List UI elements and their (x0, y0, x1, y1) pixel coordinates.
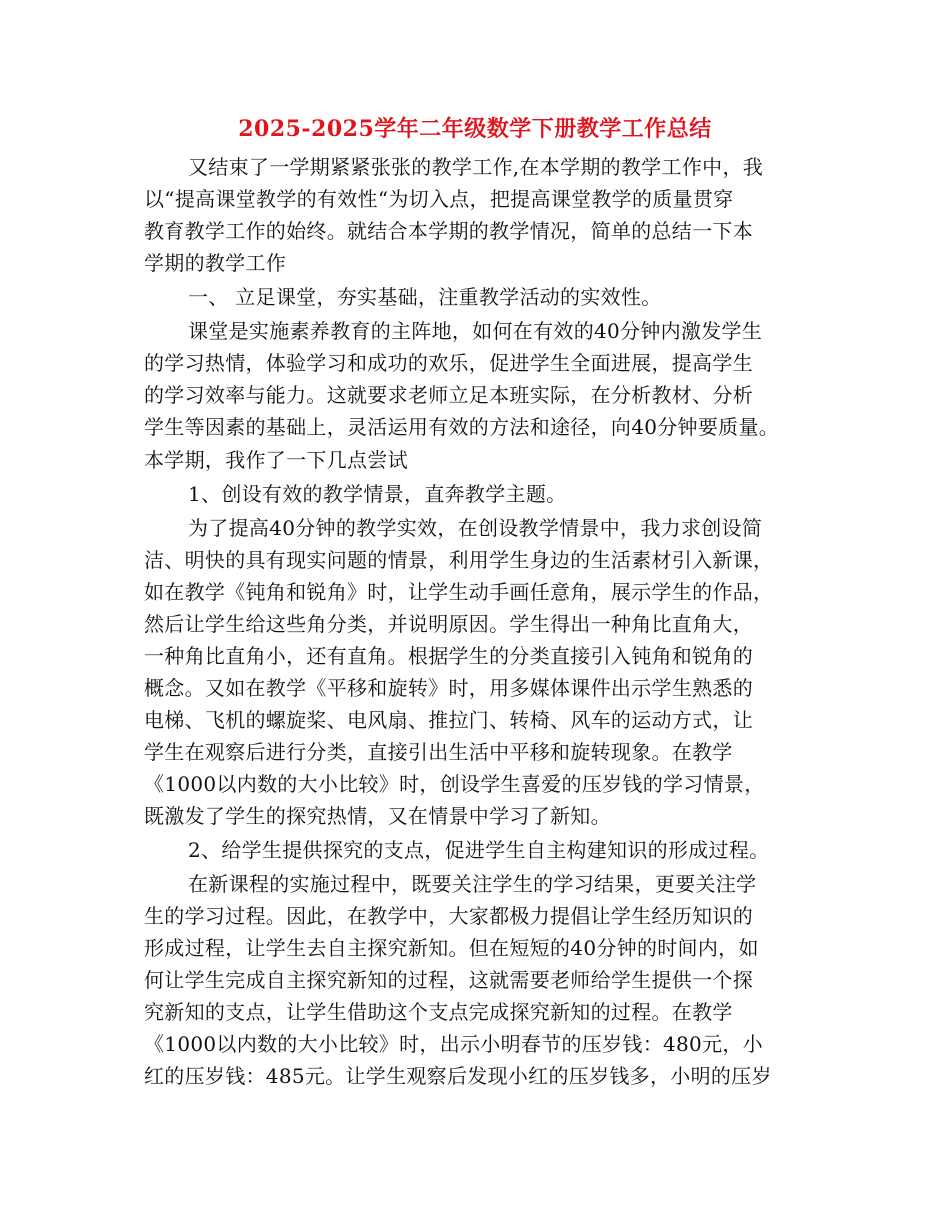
paragraph-line: 教育教学工作的始终。就结合本学期的教学情况，简单的总结一下本 (144, 219, 753, 243)
paragraph-line: 红的压岁钱：485元。让学生观察后发现小红的压岁钱多，小明的压岁 (144, 1064, 772, 1088)
paragraph-line: 课堂是实施素养教育的主阵地，如何在有效的40分钟内激发学生 (188, 319, 763, 343)
paragraph-line: 形成过程，让学生去自主探究新知。但在短短的40分钟的时间内，如 (144, 936, 759, 960)
document-title: 2025-2025学年二年级数学下册教学工作总结 (238, 116, 712, 142)
subsection-heading: 1、创设有效的教学情景，直奔教学主题。 (188, 482, 567, 506)
paragraph-line: 的学习效率与能力。这就要求老师立足本班实际，在分析教材、分析 (144, 383, 753, 407)
paragraph-line: 既激发了学生的探究热情，又在情景中学习了新知。 (144, 804, 611, 828)
paragraph-line: 又结束了一学期紧紧张张的教学工作,在本学期的教学工作中，我 (188, 155, 764, 179)
paragraph-line: 一种角比直角小，还有直角。根据学生的分类直接引入钝角和锐角的 (144, 644, 753, 668)
paragraph-line: 究新知的支点，让学生借助这个支点完成探究新知的过程。在教学 (144, 1000, 733, 1024)
paragraph-line: 为了提高40分钟的教学实效，在创设教学情景中，我力求创设简 (188, 516, 763, 540)
subsection-heading: 2、给学生提供探究的支点，促进学生自主构建知识的形成过程。 (188, 838, 770, 862)
paragraph-line: 洁、明快的具有现实问题的情景，利用学生身边的生活素材引入新课， (144, 548, 774, 572)
paragraph-line: 电梯、飞机的螺旋桨、电风扇、推拉门、转椅、风车的运动方式，让 (144, 708, 753, 732)
paragraph-line: 《1000以内数的大小比较》时，创设学生喜爱的压岁钱的学习情景， (144, 772, 765, 796)
paragraph-line: 然后让学生给这些角分类，并说明原因。学生得出一种角比直角大， (144, 612, 753, 636)
section-heading: 一、 立足课堂，夯实基础，注重教学活动的实效性。 (188, 285, 662, 309)
paragraph-line: 的学习热情，体验学习和成功的欢乐，促进学生全面进展，提高学生 (144, 351, 753, 375)
paragraph-line: 概念。又如在教学《平移和旋转》时，用多媒体课件出示学生熟悉的 (144, 676, 753, 700)
paragraph-line: 学生等因素的基础上，灵活运用有效的方法和途径，向40分钟要质量。 (144, 415, 780, 439)
paragraph-line: 《1000以内数的大小比较》时，出示小明春节的压岁钱：480元，小 (144, 1032, 763, 1056)
paragraph-line: 以“提高课堂教学的有效性“为切入点，把提高课堂教学的质量贯穿 (144, 187, 734, 211)
paragraph-line: 如在教学《钝角和锐角》时，让学生动手画任意角，展示学生的作品， (144, 580, 774, 604)
paragraph-line: 学期的教学工作 (144, 251, 287, 275)
paragraph-line: 何让学生完成自主探究新知的过程，这就需要老师给学生提供一个探 (144, 968, 753, 992)
paragraph-line: 在新课程的实施过程中，既要关注学生的学习结果，更要关注学 (188, 872, 757, 896)
paragraph-line: 本学期，我作了一下几点尝试 (144, 448, 408, 472)
paragraph-line: 生的学习过程。因此，在教学中，大家都极力提倡让学生经历知识的 (144, 904, 753, 928)
paragraph-line: 学生在观察后进行分类，直接引出生活中平移和旋转现象。在教学 (144, 740, 733, 764)
